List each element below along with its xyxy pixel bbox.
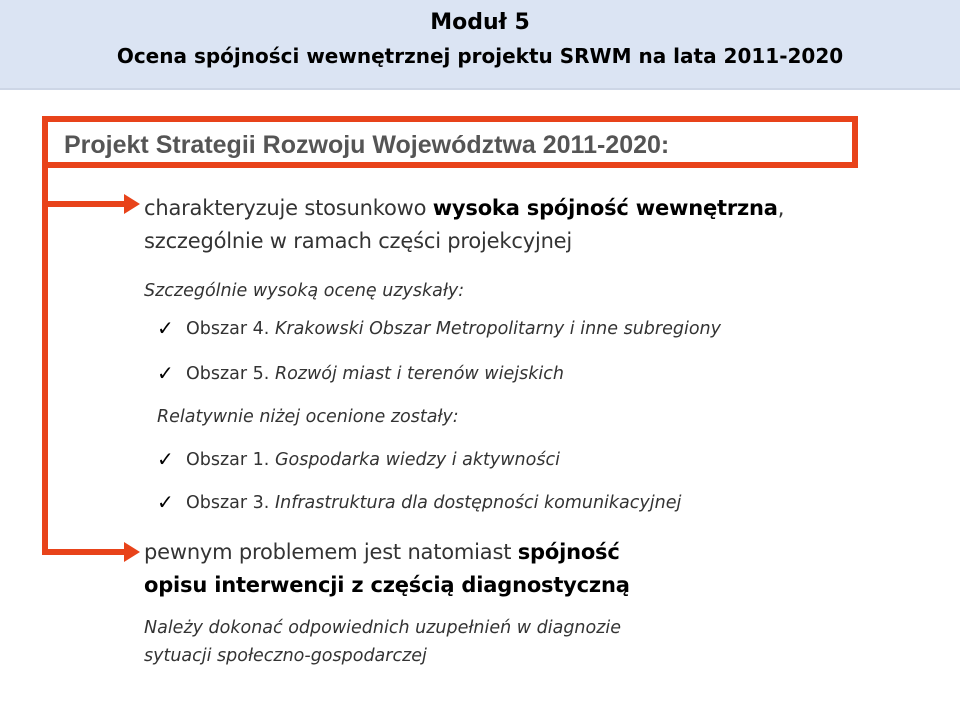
slide-title: Projekt Strategii Rozwoju Województwa 2011-2020: [64, 131, 670, 159]
area-name: Rozwój miast i terenów wiejskich [274, 364, 564, 384]
low-rating-item-2 [186, 493, 681, 513]
low-rating-item-1 [186, 450, 560, 470]
title-box [42, 116, 858, 168]
recommendation-line-2: sytuacji społeczno-gospodarczej [144, 646, 427, 666]
area-number: Obszar 3. [186, 493, 275, 513]
slide-header [0, 0, 960, 90]
check-icon: ✓ [157, 316, 174, 340]
point-2-line-2: opisu interwencji z częścią diagnostyczną [144, 573, 630, 597]
area-number: Obszar 4. [186, 319, 275, 339]
recommendation-line-1: Należy dokonać odpowiednich uzupełnień w diagnozie [144, 618, 622, 638]
area-number: Obszar 5. [186, 364, 275, 384]
high-rating-item-1 [186, 319, 721, 339]
arrow-right-icon [124, 194, 140, 214]
point-1-line-2: szczególnie w ramach części projekcyjnej [144, 229, 573, 253]
module-subtitle: Ocena spójności wewnętrznej projektu SRWM na lata 2011-2020 [116, 44, 844, 68]
arrow-2-line [42, 549, 124, 555]
point-1-comma: , [777, 196, 785, 220]
point-2-highlight: spójność [517, 540, 620, 564]
module-title: Moduł 5 [430, 10, 530, 35]
connector-line [42, 168, 48, 555]
arrow-1-line [42, 201, 124, 207]
high-rating-label: Szczególnie wysoką ocenę uzyskały: [144, 281, 465, 301]
check-icon: ✓ [157, 361, 174, 385]
point-1-text: charakteryzuje stosunkowo [144, 196, 433, 220]
arrow-right-icon [124, 542, 140, 562]
point-1-line-1 [144, 196, 784, 220]
check-icon: ✓ [157, 447, 174, 471]
area-name: Infrastruktura dla dostępności komunikacyjnej [274, 493, 682, 513]
area-number: Obszar 1. [186, 450, 275, 470]
area-name: Gospodarka wiedzy i aktywności [274, 450, 560, 470]
low-rating-label: Relatywnie niżej ocenione zostały: [157, 407, 459, 427]
point-1-highlight: wysoka spójność wewnętrzna [432, 196, 778, 220]
point-2-text: pewnym problemem jest natomiast [144, 540, 518, 564]
high-rating-item-2 [186, 364, 564, 384]
check-icon: ✓ [157, 490, 174, 514]
point-2-line-1 [144, 540, 620, 564]
area-name: Krakowski Obszar Metropolitarny i inne subregiony [274, 319, 721, 339]
